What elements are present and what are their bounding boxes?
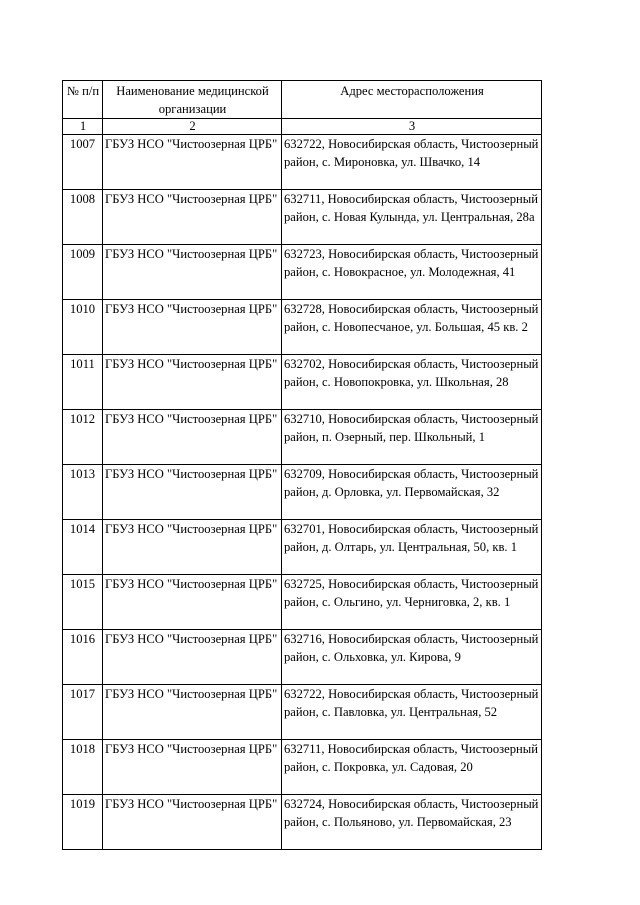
- row-number: 1016: [63, 630, 103, 685]
- address: 632722, Новосибирская область, Чистоозерный район, с. Мироновка, ул. Швачко, 14: [282, 135, 542, 190]
- table-row: [63, 190, 542, 245]
- address: 632710, Новосибирская область, Чистоозерный район, п. Озерный, пер. Школьный, 1: [282, 410, 542, 465]
- row-number: 1007: [63, 135, 103, 190]
- table-row: [63, 630, 542, 685]
- table-row: [63, 685, 542, 740]
- header-row: [63, 81, 542, 119]
- organization-name: ГБУЗ НСО "Чистоозерная ЦРБ": [103, 245, 282, 300]
- row-number: 1014: [63, 520, 103, 575]
- organization-name: ГБУЗ НСО "Чистоозерная ЦРБ": [103, 740, 282, 795]
- row-number: 1011: [63, 355, 103, 410]
- organization-name: ГБУЗ НСО "Чистоозерная ЦРБ": [103, 465, 282, 520]
- row-number: 1019: [63, 795, 103, 850]
- table-row: [63, 740, 542, 795]
- facilities-table: [62, 80, 542, 850]
- table-row: [63, 300, 542, 355]
- row-number: 1017: [63, 685, 103, 740]
- organization-name: ГБУЗ НСО "Чистоозерная ЦРБ": [103, 355, 282, 410]
- organization-name: ГБУЗ НСО "Чистоозерная ЦРБ": [103, 685, 282, 740]
- address: 632711, Новосибирская область, Чистоозерный район, с. Новая Кулында, ул. Центральная, 28а: [282, 190, 542, 245]
- row-number: 1013: [63, 465, 103, 520]
- table-row: [63, 465, 542, 520]
- address: 632724, Новосибирская область, Чистоозерный район, с. Польяново, ул. Первомайская, 23: [282, 795, 542, 850]
- row-number: 1009: [63, 245, 103, 300]
- organization-name: ГБУЗ НСО "Чистоозерная ЦРБ": [103, 300, 282, 355]
- organization-name: ГБУЗ НСО "Чистоозерная ЦРБ": [103, 630, 282, 685]
- header-address: Адрес месторасположения: [282, 81, 542, 119]
- address: 632723, Новосибирская область, Чистоозерный район, с. Новокрасное, ул. Молодежная, 41: [282, 245, 542, 300]
- organization-name: ГБУЗ НСО "Чистоозерная ЦРБ": [103, 410, 282, 465]
- organization-name: ГБУЗ НСО "Чистоозерная ЦРБ": [103, 190, 282, 245]
- address: 632722, Новосибирская область, Чистоозерный район, с. Павловка, ул. Центральная, 52: [282, 685, 542, 740]
- table-row: [63, 245, 542, 300]
- address: 632716, Новосибирская область, Чистоозерный район, с. Ольховка, ул. Кирова, 9: [282, 630, 542, 685]
- column-numbers-row: [63, 119, 542, 135]
- row-number: 1008: [63, 190, 103, 245]
- table-row: [63, 355, 542, 410]
- address: 632711, Новосибирская область, Чистоозерный район, с. Покровка, ул. Садовая, 20: [282, 740, 542, 795]
- address: 632701, Новосибирская область, Чистоозерный район, д. Олтарь, ул. Центральная, 50, кв. 1: [282, 520, 542, 575]
- table-row: [63, 520, 542, 575]
- table-row: [63, 575, 542, 630]
- header-organization: Наименование медицинской организации: [103, 81, 282, 119]
- table-row: [63, 410, 542, 465]
- row-number: 1015: [63, 575, 103, 630]
- column-number-3: 3: [282, 119, 542, 135]
- organization-name: ГБУЗ НСО "Чистоозерная ЦРБ": [103, 135, 282, 190]
- address: 632728, Новосибирская область, Чистоозерный район, с. Новопесчаное, ул. Большая, 45 кв. 2: [282, 300, 542, 355]
- address: 632702, Новосибирская область, Чистоозерный район, с. Новопокровка, ул. Школьная, 28: [282, 355, 542, 410]
- row-number: 1018: [63, 740, 103, 795]
- row-number: 1010: [63, 300, 103, 355]
- row-number: 1012: [63, 410, 103, 465]
- organization-name: ГБУЗ НСО "Чистоозерная ЦРБ": [103, 795, 282, 850]
- organization-name: ГБУЗ НСО "Чистоозерная ЦРБ": [103, 575, 282, 630]
- address: 632709, Новосибирская область, Чистоозерный район, д. Орловка, ул. Первомайская, 32: [282, 465, 542, 520]
- column-number-2: 2: [103, 119, 282, 135]
- table-row: [63, 795, 542, 850]
- organization-name: ГБУЗ НСО "Чистоозерная ЦРБ": [103, 520, 282, 575]
- column-number-1: 1: [63, 119, 103, 135]
- table-row: [63, 135, 542, 190]
- header-number: № п/п: [63, 81, 103, 119]
- address: 632725, Новосибирская область, Чистоозерный район, с. Ольгино, ул. Черниговка, 2, кв. 1: [282, 575, 542, 630]
